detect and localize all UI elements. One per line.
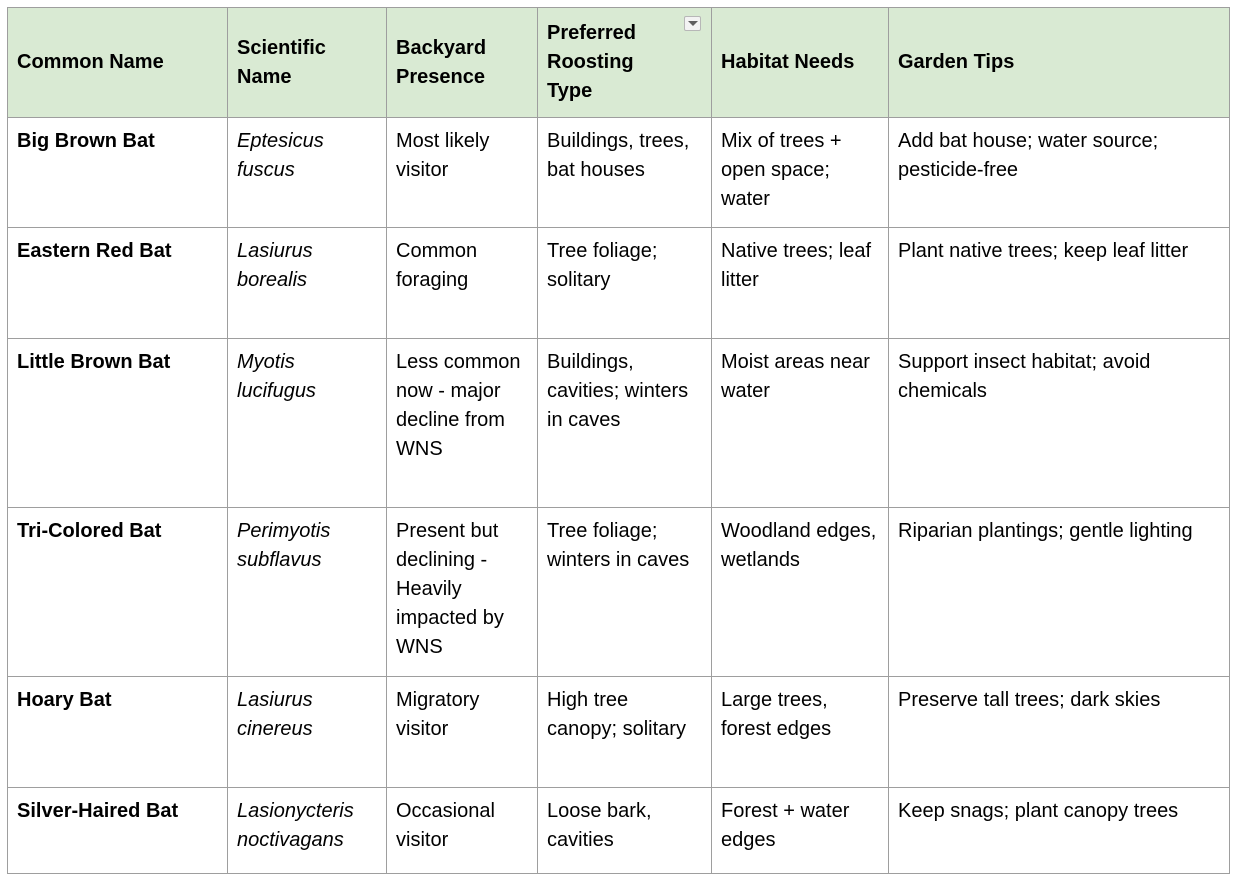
cell-common-name[interactable]: Little Brown Bat: [8, 339, 228, 508]
cell-garden-tips[interactable]: Support insect habitat; avoid chemicals: [889, 339, 1230, 508]
cell-habitat-needs[interactable]: Mix of trees + open space; water: [712, 118, 889, 228]
cell-common-name[interactable]: Hoary Bat: [8, 677, 228, 788]
table-row: [8, 677, 1230, 788]
cell-roosting-type[interactable]: Tree foliage; solitary: [538, 228, 712, 339]
header-garden-tips[interactable]: Garden Tips: [889, 8, 1230, 118]
cell-scientific-name[interactable]: Eptesicus fuscus: [228, 118, 387, 228]
cell-scientific-name[interactable]: Lasiurus borealis: [228, 228, 387, 339]
cell-garden-tips[interactable]: Keep snags; plant canopy trees: [889, 788, 1230, 874]
cell-roosting-type[interactable]: Tree foliage; winters in caves: [538, 508, 712, 677]
cell-scientific-name[interactable]: Perimyotis subflavus: [228, 508, 387, 677]
table-row: [8, 508, 1230, 677]
cell-scientific-name[interactable]: Lasiurus cinereus: [228, 677, 387, 788]
header-row: [8, 8, 1230, 118]
table-row: [8, 228, 1230, 339]
header-scientific-name[interactable]: Scientific Name: [228, 8, 387, 118]
cell-roosting-type[interactable]: Loose bark, cavities: [538, 788, 712, 874]
table-row: [8, 788, 1230, 874]
cell-common-name[interactable]: Big Brown Bat: [8, 118, 228, 228]
header-common-name[interactable]: Common Name: [8, 8, 228, 118]
table-row: [8, 118, 1230, 228]
cell-backyard-presence[interactable]: Occasional visitor: [387, 788, 538, 874]
cell-habitat-needs[interactable]: Moist areas near water: [712, 339, 889, 508]
cell-habitat-needs[interactable]: Forest + water edges: [712, 788, 889, 874]
cell-common-name[interactable]: Silver-Haired Bat: [8, 788, 228, 874]
cell-habitat-needs[interactable]: Woodland edges, wetlands: [712, 508, 889, 677]
cell-roosting-type[interactable]: Buildings, cavities; winters in caves: [538, 339, 712, 508]
table-container: [7, 7, 1230, 874]
bat-species-table: [7, 7, 1230, 874]
cell-habitat-needs[interactable]: Large trees, forest edges: [712, 677, 889, 788]
cell-common-name[interactable]: Eastern Red Bat: [8, 228, 228, 339]
cell-garden-tips[interactable]: Plant native trees; keep leaf litter: [889, 228, 1230, 339]
cell-backyard-presence[interactable]: Present but declining - Heavily impacted by WNS: [387, 508, 538, 677]
cell-backyard-presence[interactable]: Migratory visitor: [387, 677, 538, 788]
header-preferred-roosting-type[interactable]: [538, 8, 712, 118]
cell-roosting-type[interactable]: Buildings, trees, bat houses: [538, 118, 712, 228]
cell-garden-tips[interactable]: Preserve tall trees; dark skies: [889, 677, 1230, 788]
header-habitat-needs[interactable]: Habitat Needs: [712, 8, 889, 118]
cell-backyard-presence[interactable]: Common foraging: [387, 228, 538, 339]
cell-habitat-needs[interactable]: Native trees; leaf litter: [712, 228, 889, 339]
cell-roosting-type[interactable]: High tree canopy; solitary: [538, 677, 712, 788]
cell-backyard-presence[interactable]: Less common now - major decline from WNS: [387, 339, 538, 508]
header-preferred-roosting-type-label: Preferred Roosting Type: [547, 22, 636, 102]
cell-common-name[interactable]: Tri-Colored Bat: [8, 508, 228, 677]
filter-dropdown-icon[interactable]: [684, 16, 701, 31]
header-backyard-presence[interactable]: Backyard Presence: [387, 8, 538, 118]
cell-scientific-name[interactable]: Myotis lucifugus: [228, 339, 387, 508]
table-row: [8, 339, 1230, 508]
cell-garden-tips[interactable]: Riparian plantings; gentle lighting: [889, 508, 1230, 677]
cell-scientific-name[interactable]: Lasionycteris noctivagans: [228, 788, 387, 874]
cell-garden-tips[interactable]: Add bat house; water source; pesticide-free: [889, 118, 1230, 228]
cell-backyard-presence[interactable]: Most likely visitor: [387, 118, 538, 228]
